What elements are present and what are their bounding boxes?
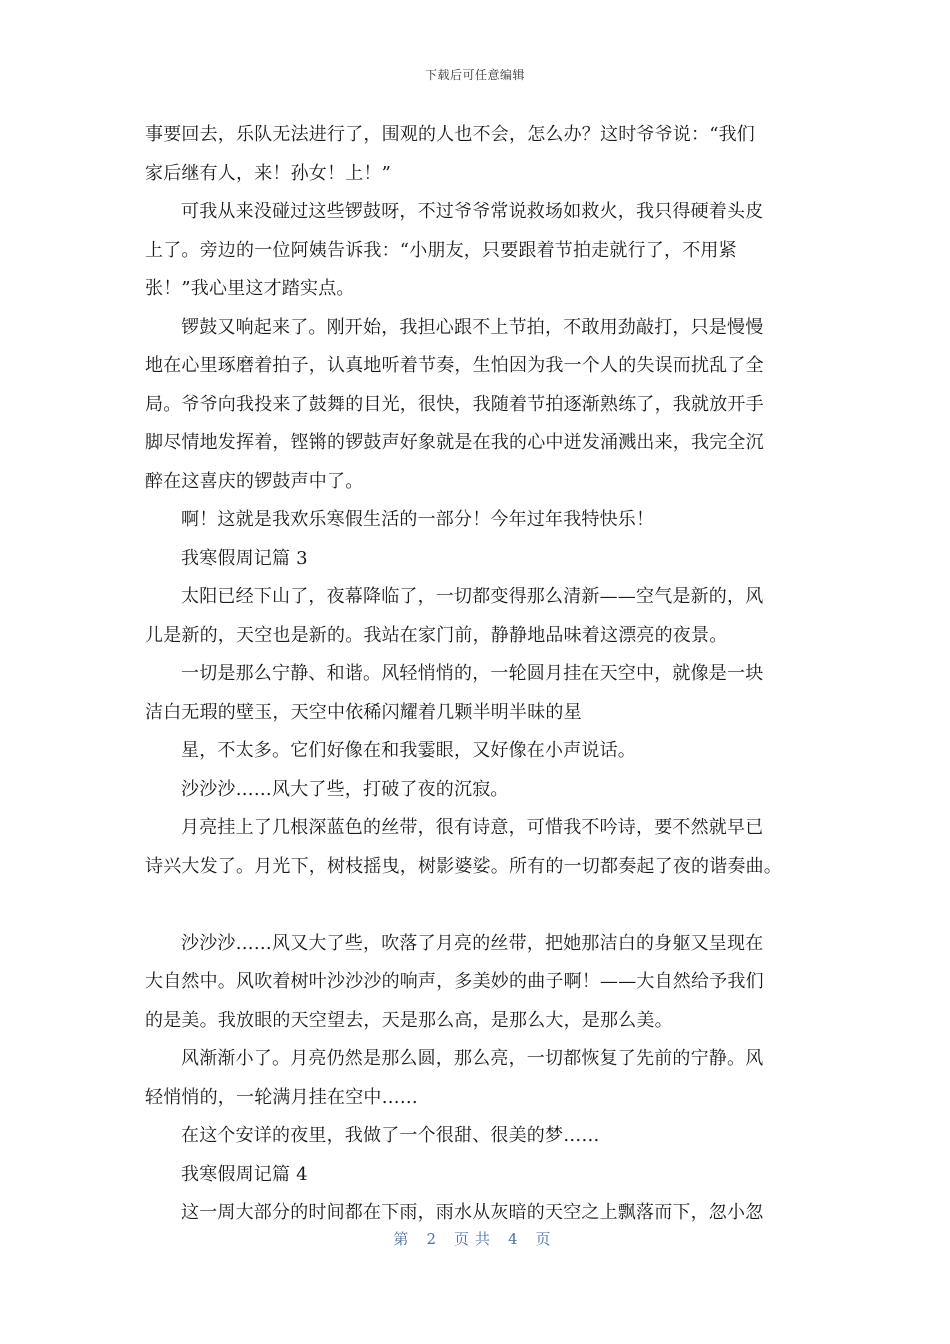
text-line: 儿是新的，天空也是新的。我站在家门前，静静地品味着这漂亮的夜景。 (145, 624, 728, 646)
footer-prefix: 第 (393, 1230, 415, 1248)
section-heading: 我寒假周记篇 4 (181, 1163, 308, 1185)
text-line: 啊！这就是我欢乐寒假生活的一部分！今年过年我特快乐！ (181, 509, 655, 530)
text-line: 沙沙沙……风大了些，打破了夜的沉寂。 (181, 778, 509, 800)
blank-line (145, 886, 810, 925)
text-line: 星，不太多。它们好像在和我霎眼，又好像在小声说话。 (181, 740, 636, 761)
text-line: 这一周大部分的时间都在下雨，雨水从灰暗的天空之上飘落而下，忽小忽 (181, 1202, 764, 1223)
text-line: 诗兴大发了。月光下，树枝摇曳，树影婆娑。所有的一切都奏起了夜的谐奏曲。 (145, 855, 782, 877)
footer-total-pages: 4 (508, 1230, 524, 1248)
text-line: 地在心里琢磨着拍子，认真地听着节奏，生怕因为我一个人的失误而扰乱了全 (145, 355, 764, 376)
text-line: 局。爷爷向我投来了鼓舞的目光，很快，我随着节拍逐渐熟练了，我就放开手 (145, 393, 764, 415)
page-footer (0, 1228, 950, 1249)
text-line: 可我从来没碰过这些锣鼓呀，不过爷爷常说救场如救火，我只得硬着头皮 (181, 201, 764, 222)
document-body (145, 116, 810, 1233)
text-line: 家后继有人，来！孙女！上！” (145, 162, 392, 184)
text-line: 大自然中。风吹着树叶沙沙沙的响声，多美妙的曲子啊！——大自然给予我们 (145, 971, 764, 992)
text-line: 在这个安详的夜里，我做了一个很甜、很美的梦…… (181, 1125, 600, 1146)
text-line: 的是美。我放眼的天空望去，天是那么高，是那么大，是那么美。 (145, 1009, 673, 1031)
section-heading: 我寒假周记篇 3 (181, 547, 308, 569)
text-line: 锣鼓又响起来了。刚开始，我担心跟不上节拍，不敢用劲敲打，只是慢慢 (181, 316, 764, 338)
text-line: 风渐渐小了。月亮仍然是那么圆，那么亮，一切都恢复了先前的宁静。风 (181, 1048, 764, 1069)
text-line: 一切是那么宁静、和谐。风轻悄悄的，一轮圆月挂在天空中，就像是一块 (181, 663, 764, 684)
text-line: 月亮挂上了几根深蓝色的丝带，很有诗意，可惜我不吟诗，要不然就早已 (181, 817, 764, 838)
footer-mid: 页共 (453, 1230, 496, 1248)
footer-current-page: 2 (426, 1230, 442, 1248)
text-line: 沙沙沙……风又大了些，吹落了月亮的丝带，把她那洁白的身躯又呈现在 (181, 932, 764, 954)
text-line: 醉在这喜庆的锣鼓声中了。 (145, 470, 364, 492)
text-line: 上了。旁边的一位阿姨告诉我：“小朋友，只要跟着节拍走就行了，不用紧 (145, 239, 737, 261)
text-line: 轻悄悄的，一轮满月挂在空中…… (145, 1086, 418, 1108)
text-line: 太阳已经下山了，夜幕降临了，一切都变得那么清新——空气是新的，风 (181, 586, 764, 607)
text-line: 张！”我心里这才踏实点。 (145, 278, 355, 299)
text-line: 脚尽情地发挥着，铿锵的锣鼓声好象就是在我的心中迸发涌溅出来，我完全沉 (145, 432, 764, 453)
text-line: 事要回去，乐队无法进行了，围观的人也不会，怎么办？这时爷爷说：“我们 (145, 124, 755, 145)
text-line: 洁白无瑕的壁玉，天空中依稀闪耀着几颗半明半昧的星 (145, 701, 582, 723)
page-header: 下载后可任意编辑 (424, 68, 525, 82)
footer-suffix: 页 (535, 1230, 557, 1248)
